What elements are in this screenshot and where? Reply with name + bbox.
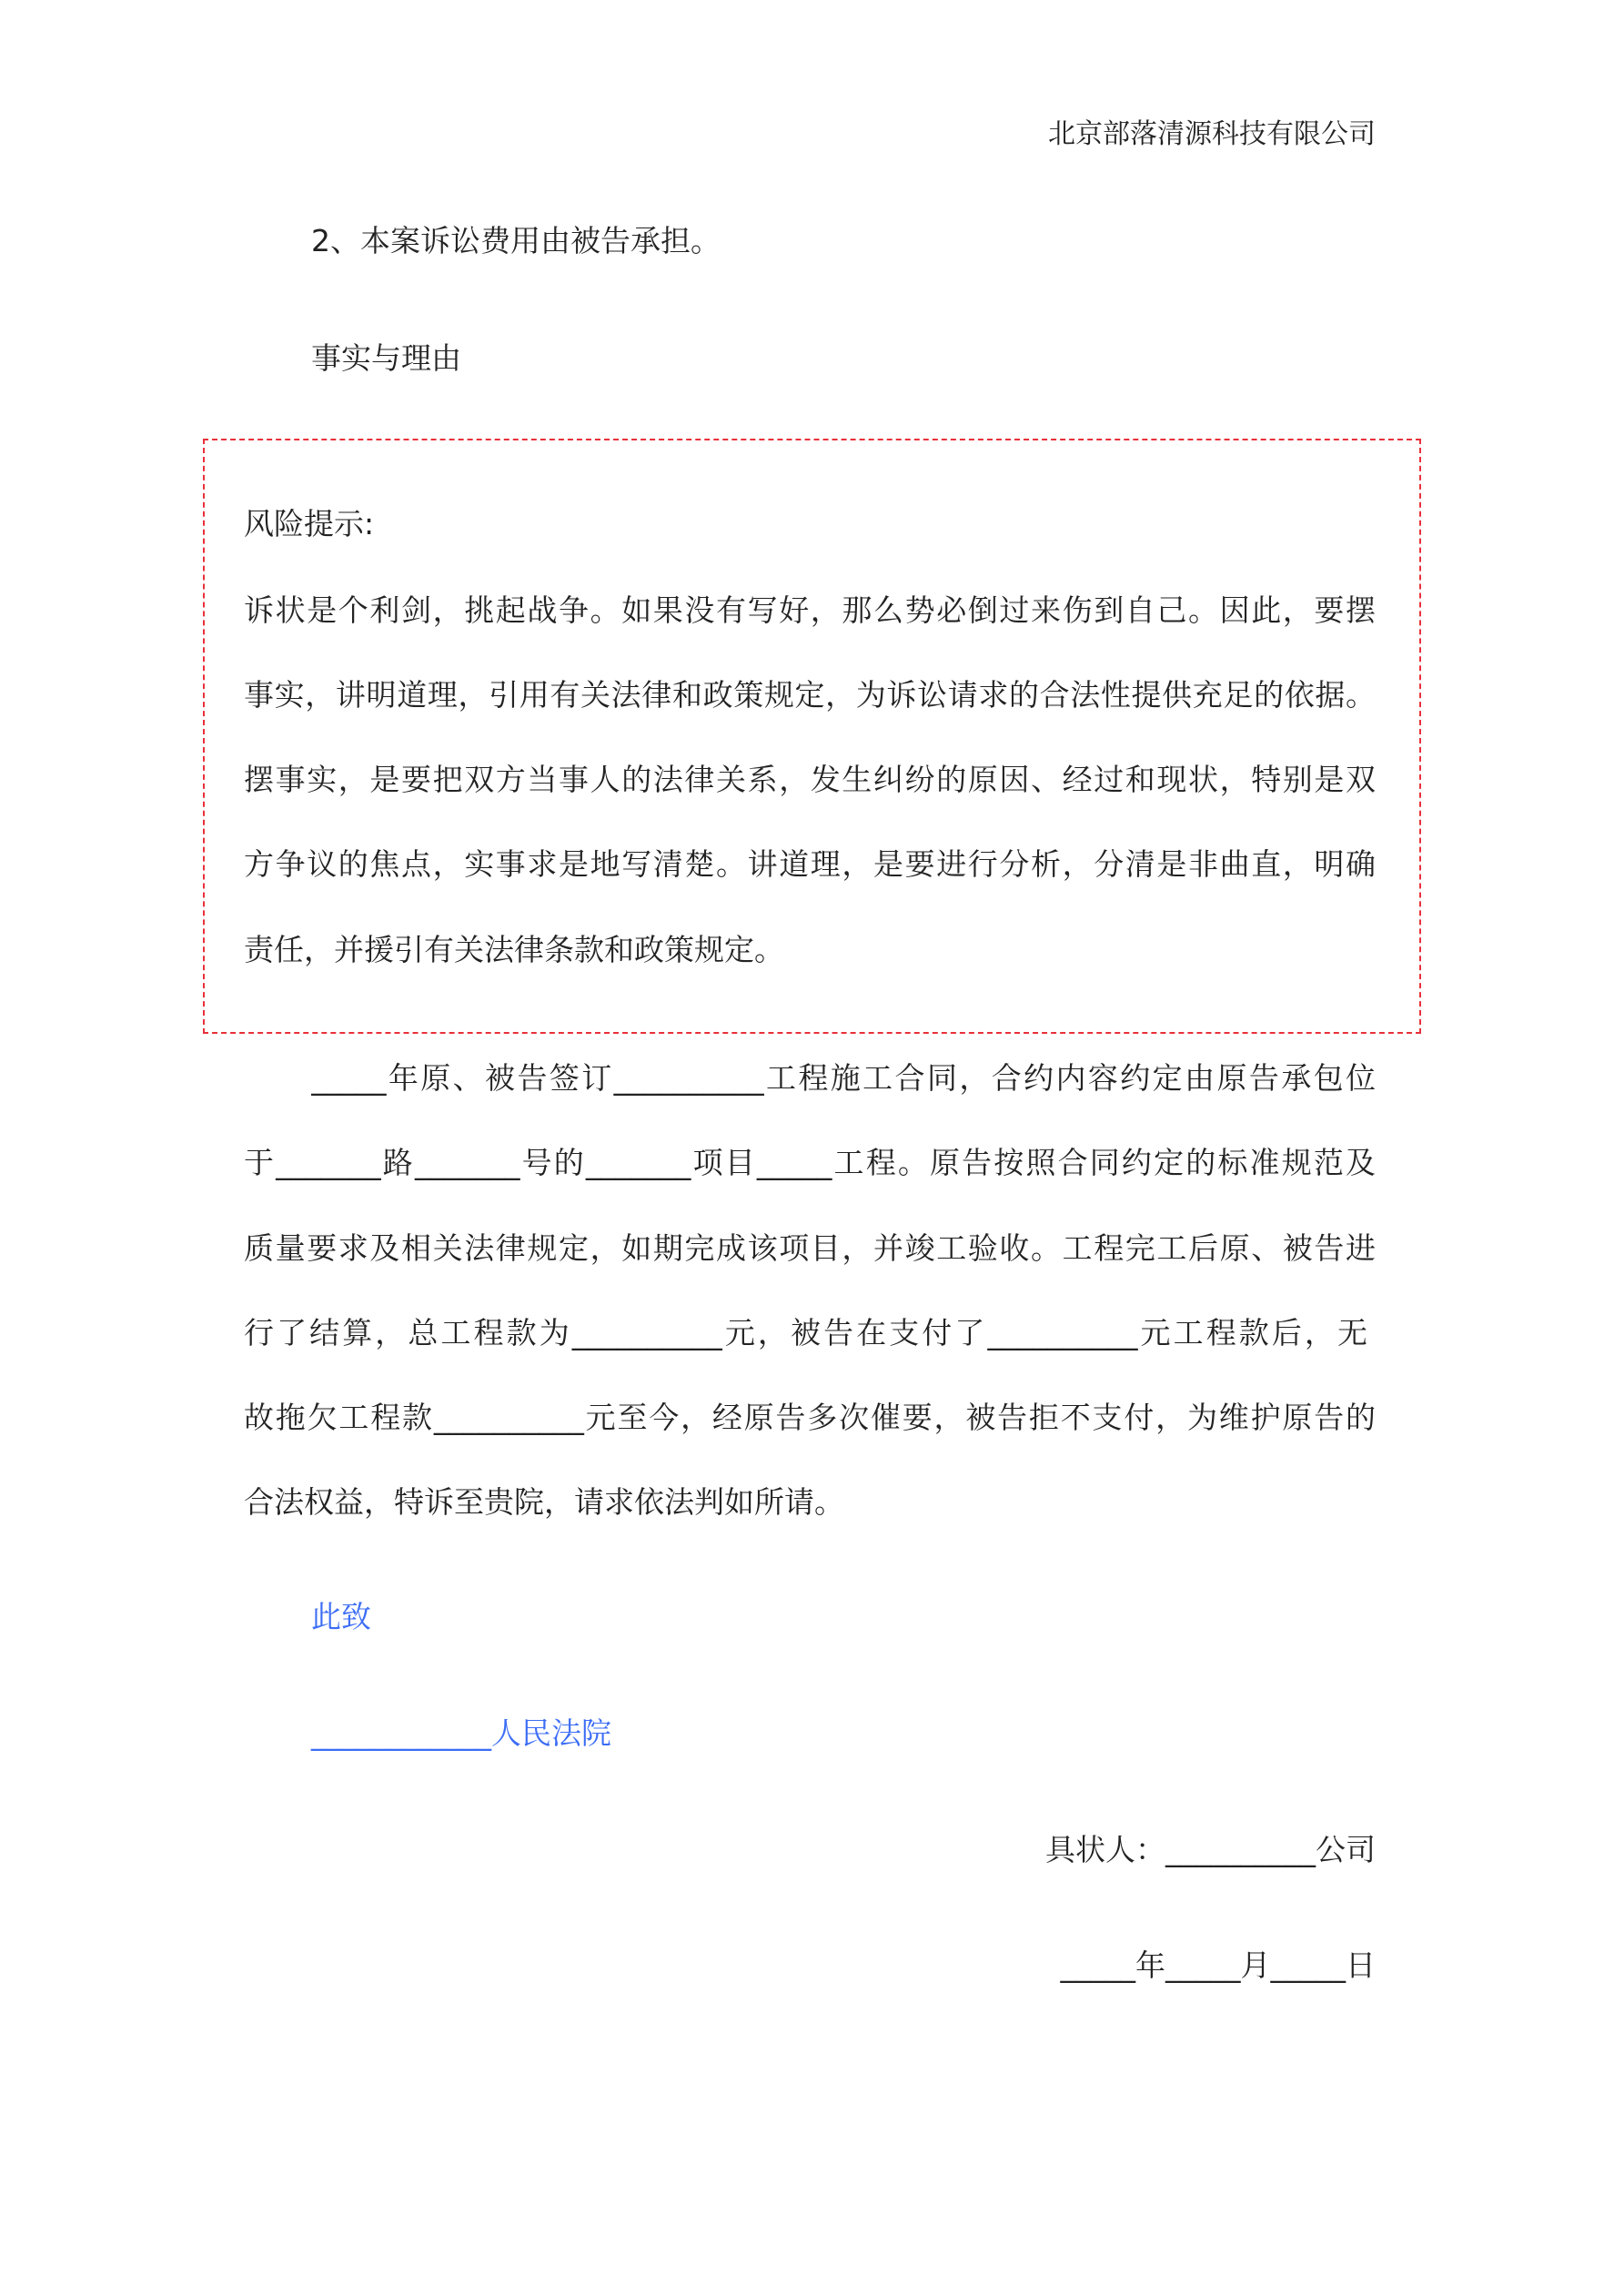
facts-line: 于_______路_______号的_______项目_____工程。原告按照合同约定的标准规范及: [244, 1145, 1376, 1180]
risk-warning-title: 风险提示:: [244, 506, 375, 541]
facts-line: 质量要求及相关法律规定，如期完成该项目，并竣工验收。工程完工后原、被告进: [244, 1230, 1376, 1266]
risk-warning-line: 事实，讲明道理，引用有关法律和政策规定，为诉讼请求的合法性提供充足的依据。: [244, 677, 1376, 713]
salutation: 此致: [311, 1599, 371, 1634]
court-name: ____________人民法院: [311, 1715, 611, 1751]
facts-line: 行了结算，总工程款为__________元，被告在支付了__________元工程款后，无: [244, 1315, 1367, 1350]
signer-line: 具状人：__________公司: [1045, 1832, 1376, 1867]
header-company: 北京部落清源科技有限公司: [1048, 118, 1376, 150]
claim-item: 2、本案诉讼费用由被告承担。: [311, 223, 721, 258]
date-line: _____年_____月_____日: [1060, 1947, 1376, 1983]
risk-warning-line: 诉状是个利剑，挑起战争。如果没有写好，那么势必倒过来伤到自己。因此，要摆: [244, 592, 1376, 628]
facts-line: 故拖欠工程款__________元至今，经原告多次催要，被告拒不支付，为维护原告的: [244, 1400, 1376, 1435]
risk-warning-line: 责任，并援引有关法律条款和政策规定。: [244, 932, 784, 967]
section-title: 事实与理由: [311, 340, 461, 376]
risk-warning-line: 方争议的焦点，实事求是地写清楚。讲道理，是要进行分析，分清是非曲直，明确: [244, 846, 1376, 882]
facts-line: 合法权益，特诉至贵院，请求依法判如所请。: [244, 1484, 844, 1520]
facts-line: _____年原、被告签订__________工程施工合同，合约内容约定由原告承包位: [311, 1060, 1376, 1096]
risk-warning-line: 摆事实，是要把双方当事人的法律关系，发生纠纷的原因、经过和现状，特别是双: [244, 762, 1376, 797]
